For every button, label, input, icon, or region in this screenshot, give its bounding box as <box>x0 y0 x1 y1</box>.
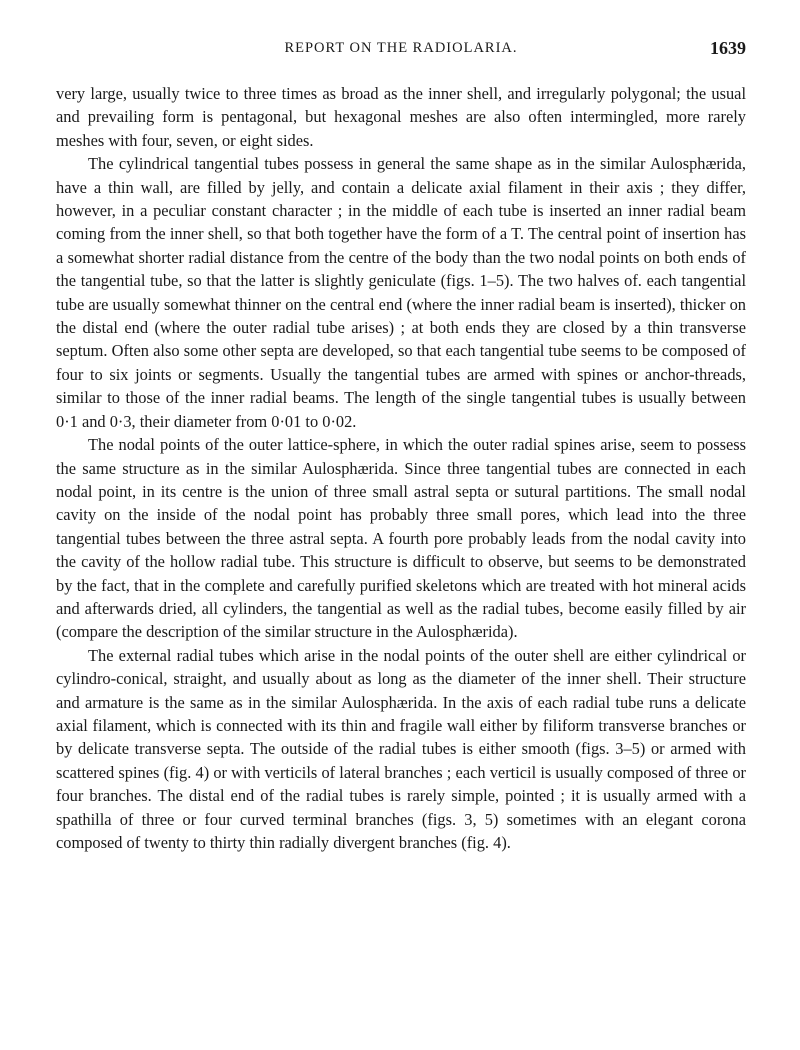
running-header <box>56 38 746 62</box>
paragraph-3: The nodal points of the outer lattice-sphere, in which the outer radial spines arise, seem to possess the same structure as in the similar Aulosphærida. Since three tangential tubes are connected in each nodal point, in its centre is the union of three small astral septa or sutural partitions. The small nodal cavity on the inside of the nodal point has probably three small pores, which lead into the three tangential tubes between the three astral septa. A fourth pore probably leads from the nodal cavity into the cavity of the hollow radial tube. This structure is difficult to observe, but seems to be demonstrated by the fact, that in the complete and carefully purified skeletons which are treated with hot mineral acids and afterwards dried, all cylinders, the tangential as well as the radial tubes, become easily filled by air (compare the description of the similar structure in the Aulosphærida). <box>56 435 746 642</box>
body-text <box>56 82 746 854</box>
running-title: REPORT ON THE RADIOLARIA. <box>284 40 518 56</box>
paragraph-1: very large, usually twice to three times as broad as the inner shell, and irregularly polygonal; the usual and prevailing form is pentagonal, but hexagonal meshes are also often intermingled, more rarely meshes with four, seven, or eight sides. <box>56 84 746 150</box>
paragraph-4: The external radial tubes which arise in the nodal points of the outer shell are either cylindrical or cylindro-conical, straight, and usually about as long as the diameter of the inner shell. Their structure and armature is the same as in the similar Aulosphærida. In the axis of each radial tube runs a delicate axial filament, which is connected with its thin and fragile wall either by filiform transverse branches or by delicate transverse septa. The outside of the radial tubes is either smooth (figs. 3–5) or armed with scattered spines (fig. 4) or with verticils of lateral branches ; each verticil is usually composed of three or four branches. The distal end of the radial tubes is rarely simple, pointed ; it is usually armed with a spathilla of three or four curved terminal branches (figs. 3, 5) sometimes with an elegant corona composed of twenty to thirty thin radially divergent branches (fig. 4). <box>56 645 746 852</box>
page-number: 1639 <box>710 38 746 58</box>
paragraph-2: The cylindrical tangential tubes possess in general the same shape as in the similar Aulosphærida, have a thin wall, are filled by jelly, and contain a delicate axial filament in their axis ; they differ, however, in a peculiar constant character ; in the middle of each tube is inserted an inner radial beam coming from the inner shell, so that both together have the form of a T. The central point of insertion has a somewhat shorter radial distance from the centre of the body than the two nodal points on both ends of the tangential tube, so that the latter is slightly geniculate (figs. 1–5). The two halves of. each tangential tube are usually somewhat thinner on the central end (where the inner radial beam is inserted), thicker on the distal end (where the outer radial tube arises) ; at both ends they are closed by a thin transverse septum. Often also some other septa are developed, so that each tangential tube seems to be composed of four to six joints or segments. Usually the tangential tubes are armed with spines or anchor-threads, similar to those of the inner radial beams. The length of the single tangential tubes is usually between 0·1 and 0·3, their diameter from 0·01 to 0·02. <box>56 154 746 431</box>
